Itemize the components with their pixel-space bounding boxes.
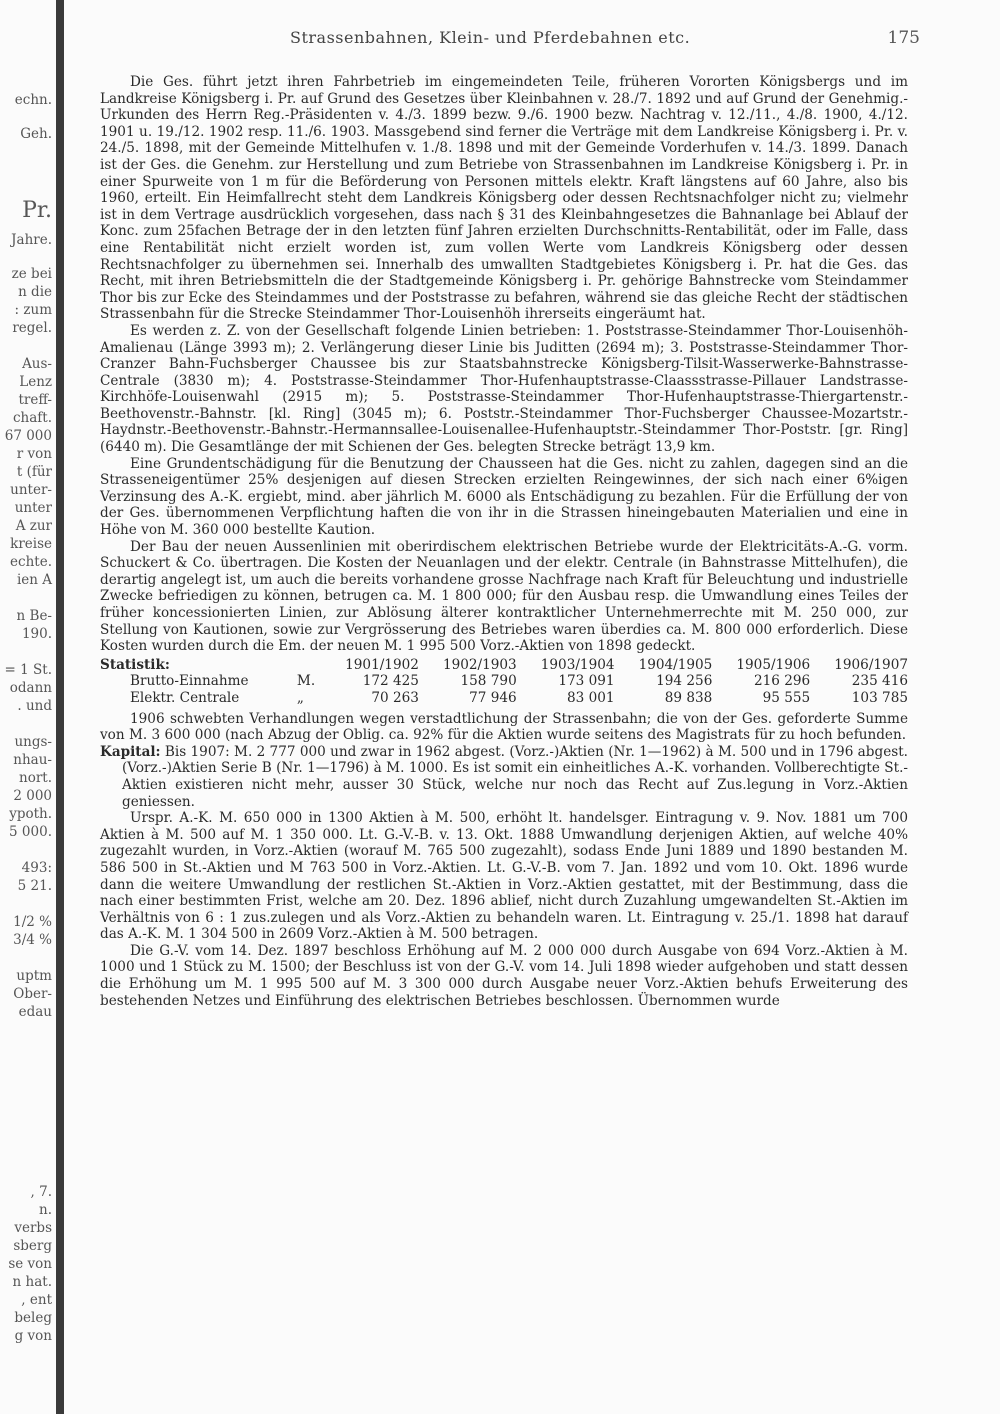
margin-fragment: Lenz (19, 374, 52, 390)
margin-fragment: unter (14, 500, 52, 516)
value-cell: 235 416 (851, 673, 908, 690)
kapital-section (100, 744, 908, 810)
paragraph-capital-increase: Die G.-V. vom 14. Dez. 1897 beschloss Erhöhung auf M. 2 000 000 durch Ausgabe von 694 Vorz.-Aktien à M. 1000 und 1 Stück zu M. 1500; der Beschluss ist von der G.-V. vom 14. Juli 1898 wieder aufgehoben und statt dessen die Erhöhung um M. 1 995 500 auf M. 3 300 000 durch Ausgabe neuer Vorz.-Aktien behufs Erweiterung des bestehenden Netzes und Einführung des elektrischen Betriebes beschlossen. Übernommen wurde (100, 942, 908, 1009)
margin-fragment: ze bei (11, 266, 52, 282)
year-cell: 1902/1903 (442, 656, 517, 673)
margin-fragment: unter- (10, 482, 52, 498)
year-cell: 1903/1904 (540, 656, 615, 673)
statistics-label: Statistik: (100, 656, 170, 673)
page-number: 175 (887, 28, 920, 48)
margin-fragment: Jahre. (11, 232, 52, 248)
paragraph-compensation: Eine Grundentschädigung für die Benutzung der Chausseen hat die Ges. nicht zu zahlen, dagegen sind an die Strasseneigentümer 25% desjenigen auf diesen Strecken erzielten Reingewinnes, der sich nach einer 6%igen Verzinsung des A.-K. ergiebt, mind. aber jährlich M. 6000 als Entschädigung zu bezahlen. Für die Erfüllung der von der Ges. übernommenen Verpflichtung haften die von ihr in die Strassen hineingebauten Materialien und eine in Höhe von M. 360 000 bestellte Kaution. (100, 455, 908, 539)
margin-fragment: 5 21. (17, 878, 52, 894)
page-header (200, 28, 920, 58)
row-label: Brutto-Einnahme (130, 673, 249, 690)
paragraph-nationalization: 1906 schwebten Verhandlungen wegen verstadtlichung der Strassenbahn; die von der Ges. geforderte Summe von M. 3 600 000 (nach Abzug der Oblig. ca. 92% für die Aktien wurde seitens des Magistrats für zu hoch befunden. (100, 710, 908, 744)
margin-fragment: = 1 St. (4, 662, 52, 678)
margin-fragment: , 7. (30, 1184, 52, 1200)
margin-fragment: : zum (14, 302, 52, 318)
year-cell: 1906/1907 (834, 656, 908, 673)
margin-fragment: nort. (19, 770, 52, 786)
margin-fragment: 3/4 % (13, 932, 52, 948)
margin-fragment: echte. (10, 554, 52, 570)
year-cell: 1905/1906 (736, 656, 811, 673)
margin-fragment: n. (39, 1202, 52, 1218)
margin-fragment: regel. (12, 320, 52, 336)
margin-fragment: n Be- (16, 608, 52, 624)
margin-fragment: echn. (14, 92, 52, 108)
margin-fragment: 1/2 % (13, 914, 52, 930)
margin-fragment: t (für (16, 464, 52, 480)
margin-fragment: A zur (15, 518, 52, 534)
margin-fragment: beleg (14, 1310, 52, 1326)
table-row (100, 673, 908, 690)
margin-fragment: 493: (21, 860, 52, 876)
book-gutter (56, 0, 64, 1414)
paragraph-lines: Es werden z. Z. von der Gesellschaft folgende Linien betrieben: 1. Poststrasse-Steindammer Thor-Louisenhöh-Amalienau (Länge 3993 m); 2. Verlängerung dieser Linie bis Juditten (2694 m); 3. Poststrasse-Steindammer Thor-Cranzer Bahn-Fuchsberger Chaussee bis zur Staatsbahnstrecke Königsberg-Tilsit-Wasserwerke-Bahnstrasse-Centrale (3830 m); 4. Poststrasse-Steindammer Thor-Hufenhauptstrasse-Claassstrasse-Pillauer Landstrasse-Kirchhöfe-Louisenwahl (2915 m); 5. Poststrasse-Steindammer Thor-Hufenhauptstrasse-Thiergartenstr.-Beethovenstr.-Bahnstr. [kl. Ring] (3045 m); 6. Poststr.-Steindammer Thor-Fuchsberger Chaussee-Mozartstr.-Haydnstr.-Beethovenstr.-Bahnstr.-Hermannsallee-Louisenallee-Hufenhauptstr.-Steindammer Thor-Poststr. [gr. Ring] (6440 m). Die Gesamtlänge der mit Schienen der Ges. belegten Strecke beträgt 13,9 km. (100, 322, 908, 456)
row-unit: M. (296, 673, 316, 690)
value-cell: 216 296 (753, 673, 811, 690)
value-cell: 103 785 (851, 689, 908, 706)
margin-fragment: g von (14, 1328, 52, 1344)
margin-fragment: edau (18, 1004, 52, 1020)
margin-fragment: . und (17, 698, 52, 714)
margin-fragment: treff- (18, 392, 52, 408)
margin-fragment: kreise (10, 536, 52, 552)
margin-fragment: chaft. (12, 410, 52, 426)
value-cell: 173 091 (558, 673, 615, 690)
adjacent-page-strip (0, 0, 56, 1414)
margin-fragment: nhau- (13, 752, 52, 768)
value-cell: 83 001 (566, 689, 615, 706)
statistics-table (100, 657, 908, 707)
table-row (100, 690, 908, 707)
paragraph-capital-history: Urspr. A.-K. M. 650 000 in 1300 Aktien à M. 500, erhöht lt. handelsger. Eintragung v. 9. Nov. 1881 um 700 Aktien à M. 500 auf M. 1 350 000. Lt. G.-V.-B. v. 13. Okt. 1888 Umwandlung derjenigen Aktien, auf welche 40% zugezahlt wurden, in Vorz.-Aktien (worauf M. 765 500 zugezahlt), sodass Ende Juni 1889 und 1890 bestanden M. 586 500 in St.-Aktien und M 763 500 in Vorz.-Aktien. Lt. G.-V.-B. vom 7. Jan. 1892 und vom 10. Okt. 1896 wurde dann die weitere Umwandlung der restlichen St.-Aktien in Vorz.-Aktien gestattet, mit der Bestimmung, dass die nach einer bestimmten Frist, welche am 20. Dez. 1896 ablief, nicht durch Zuzahlung umgewandelten St.-Aktien im Verhältnis von 6 : 1 zus.zulegen und als Vorz.-Aktien zu behandeln waren. Lt. Eintragung v. 25./1. 1898 hat darauf das A.-K. M. 1 304 500 in 2609 Vorz.-Aktien à M. 500 betragen. (100, 810, 908, 943)
margin-fragment: Geh. (20, 126, 52, 142)
year-cell: 1904/1905 (638, 656, 713, 673)
margin-fragment: ien A (16, 572, 52, 588)
row-label: Elektr. Centrale (130, 689, 240, 706)
value-cell: 95 555 (762, 689, 811, 706)
value-cell: 77 946 (469, 689, 517, 706)
margin-fragment: odann (9, 680, 52, 696)
margin-fragment: se von (8, 1256, 52, 1272)
margin-fragment: 67 000 (4, 428, 52, 444)
margin-fragment: ypoth. (9, 806, 52, 822)
margin-fragment: sberg (13, 1238, 52, 1254)
value-cell: 70 263 (371, 689, 419, 706)
value-cell: 194 256 (656, 673, 713, 690)
value-cell: 158 790 (460, 673, 517, 690)
page-body (100, 74, 908, 1009)
kapital-text: Bis 1907: M. 2 777 000 und zwar in 1962 abgest. (Vorz.-)Aktien (Nr. 1—1962) à M. 500 und in 1796 abgest. (Vorz.-)Aktien Serie B (Nr. 1—1796) à M. 1000. Es ist somit ein einheitliches A.-K. vorhanden. Vollberechtigte St.-Aktien existieren nicht mehr, ausser 30 Stück, welche nur noch das Recht auf Zus.legung in Vorz.-Aktien geniessen. (122, 743, 908, 810)
margin-fragment: 190. (21, 626, 52, 642)
margin-fragment: ungs- (14, 734, 52, 750)
value-cell: 172 425 (362, 673, 419, 690)
margin-fragment: n die (18, 284, 52, 300)
margin-fragment: , ent (21, 1292, 52, 1308)
margin-fragment: uptm (16, 968, 52, 984)
paragraph-concession: Die Ges. führt jetzt ihren Fahrbetrieb im eingemeindeten Teile, früheren Vororten Königsbergs und im Landkreise Königsberg i. Pr. auf Grund des Gesetzes über Kleinbahnen v. 28./7. 1892 und auf Grund der Genehmig.-Urkunden des Herrn Reg.-Präsidenten v. 4./3. 1899 bezw. 9./6. 1900 bezw. Nachtrag v. 12./11., 4./8. 1900, 4./12. 1901 u. 19./12. 1902 resp. 11./6. 1903. Massgebend sind ferner die Verträge mit dem Landkreise Königsberg i. Pr. v. 24./5. 1898, mit der Gemeinde Mittelhufen v. 1./8. 1898 und mit der Gemeinde Vorderhufen v. 14./3. 1899. Danach ist der Ges. die Genehm. zur Herstellung und zum Betriebe von Strassenbahnen im Landkreise Königsberg i. Pr. in einer Spurweite von 1 m für die Beförderung von Personen mittels elektr. Kraft längstens auf 60 Jahre, also bis 1960, erteilt. Ein Heimfallrecht steht dem Landkreis Königsberg oder dessen Rechtsnachfolger nicht zu; vielmehr ist in dem Vertrage ausdrücklich vorgesehen, dass nach § 31 des Kleinbahngesetzes die Bahnanlage bei Ablauf der Konc. zum 25fachen Betrage der in den letzten fünf Jahren erzielten Durchschnitts-Rentabilität, oder im Falle, dass eine Rentabilität nicht erzielt worden ist, zum vollen Werte vom Landkreis Königsberg oder dessen Rechtsnachfolger zu übernehmen sei. Innerhalb des umwallten Stadtgebietes Königsberg i. Pr. hat die Ges. das Recht, mit ihren Betriebsmitteln die der Stadtgemeinde Königsberg i. Pr. gehörige Bahnstrecke vom Steindammer Thor bis zur Ecke des Steindammes und der Poststrasse zu befahren, während sie das gleiche Recht der städtischen Strassenbahn für die Strecke Steindammer Thor-Louisenhöh ihrerseits eingeräumt hat. (100, 74, 908, 323)
kapital-label: Kapital: (100, 743, 161, 760)
statistics-header-row (100, 657, 908, 674)
margin-fragment: verbs (14, 1220, 52, 1236)
margin-fragment: 2 000 (13, 788, 52, 804)
margin-fragment: 5 000. (9, 824, 52, 840)
margin-fragment: Pr. (22, 198, 52, 223)
margin-fragment: n hat. (12, 1274, 52, 1290)
running-title: Strassenbahnen, Klein- und Pferdebahnen etc. (290, 28, 691, 47)
row-unit: „ (296, 689, 304, 706)
paragraph-construction: Der Bau der neuen Aussenlinien mit oberirdischem elektrischen Betriebe wurde der Elektricitäts-A.-G. vorm. Schuckert & Co. übertragen. Die Kosten der Neuanlagen und der elektr. Centrale (in Bahnstrasse Mittelhufen), die derartig angelegt ist, um auch die bereits vorhandene grosse Nachfrage nach Kraft für Beleuchtung und industrielle Zwecke befriedigen zu können, betrugen ca. M. 1 800 000; für den Ausbau resp. die Umwandlung eines Teiles der früher koncessionierten Linien, zur Ablösung älterer kontraktlicher Unternehmerrechte mit M. 250 000, zur Stellung von Kautionen, sowie zur Vergrösserung des Betriebes waren überdies ca. M. 800 000 erforderlich. Diese Kosten wurden durch die Em. der neuen M. 1 995 500 Vorz.-Aktien von 1898 gedeckt. (100, 538, 908, 655)
margin-fragment: Ober- (13, 986, 52, 1002)
margin-fragment: r von (16, 446, 52, 462)
value-cell: 89 838 (664, 689, 713, 706)
margin-fragment: Aus- (22, 356, 52, 372)
year-cell: 1901/1902 (345, 656, 419, 673)
